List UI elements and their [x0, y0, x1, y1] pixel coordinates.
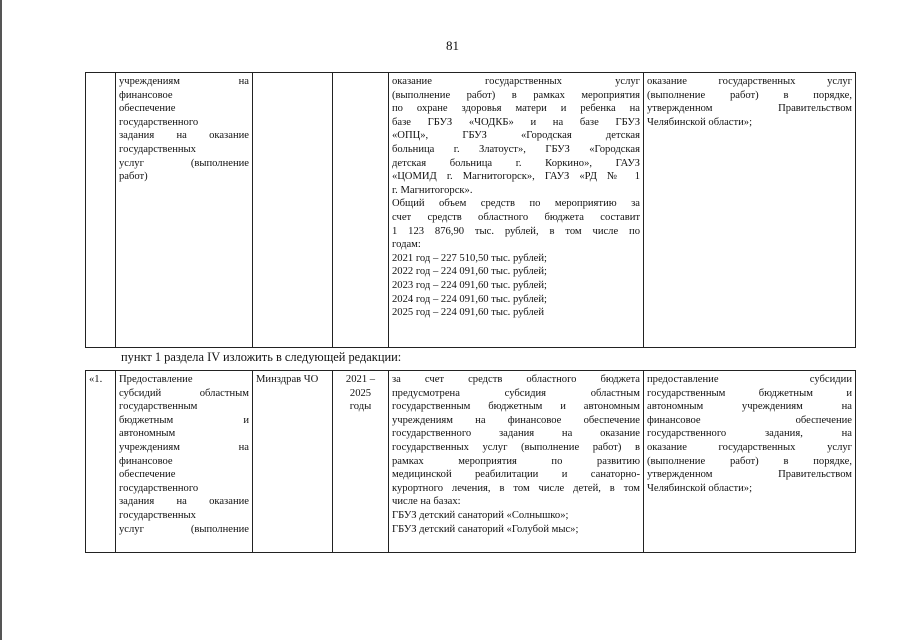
year-item: 2023 год – 224 091,60 тыс. рублей;	[392, 279, 548, 291]
cell-name: Предоставление субсидий областным государственным бюджетным и автономным учреждениям на финансовое обеспечение государственного задания на оказание государственных услуг (выполнение	[116, 371, 253, 553]
page-edge	[0, 0, 2, 640]
table-new-edition	[85, 370, 856, 553]
cell-result: оказание государственных услуг (выполнение работ) в порядке, утвержденном Правительством Челябинской области»;	[644, 73, 856, 348]
cell-executor: Минздрав ЧО	[253, 371, 333, 553]
year-item: 2024 год – 224 091,60 тыс. рублей;	[392, 293, 548, 305]
year-item: 2025 год – 224 091,60 тыс. рублей	[392, 307, 545, 319]
cell-name: учреждениям на финансовое обеспечение государственного задания на оказание государственных услуг (выполнение работ)	[116, 73, 253, 348]
year-item: 2021 год – 227 510,50 тыс. рублей;	[392, 252, 548, 264]
cell-num	[86, 73, 116, 348]
table-continuation	[85, 72, 856, 348]
cell-result: предоставление субсидии государственным бюджетным и автономным учреждениям на финансовое обеспечение государственного задания, на оказание государственных услуг (выполнение работ) в порядке, утвержденном Правительством Челябинской области»;	[644, 371, 856, 553]
cell-period	[333, 73, 389, 348]
cell-description: оказание государственных услуг (выполнение работ) в рамках мероприятия по охране здоровья матери и ребенка на базе ГБУЗ «ЧОДКБ» и на базе ГБУЗ «ОПЦ», ГБУЗ «Городская детская больница г. Златоуст», ГБУЗ «Городская детская больница г. Коркино», ГАУЗ «ЦОМИД г. Магнитогорск», ГАУЗ «РД № 1 г. Магнитогорск». Общий объем средств по мероприятию за счет средств областного бюджета составит 1 123 876,90 тыс. рублей, в том числе по годам: 2021 год – 227 510,50 тыс. рублей; 2022 год – 224 091,60 тыс. рублей; 2023 год – 224 091,60 тыс. рублей; 2024 год – 224 091,60 тыс. рублей; 2025 год – 224 091,60 тыс. рублей	[389, 73, 644, 348]
instruction-text: пункт 1 раздела IV изложить в следующей редакции:	[121, 350, 402, 364]
table-row	[86, 73, 856, 348]
cell-period: 2021 – 2025 годы	[333, 371, 389, 553]
year-list	[392, 252, 640, 320]
page-number: 81	[446, 38, 459, 53]
year-item: 2022 год – 224 091,60 тыс. рублей;	[392, 266, 548, 278]
cell-executor	[253, 73, 333, 348]
cell-num: «1.	[86, 371, 116, 553]
cell-description: за счет средств областного бюджета предусмотрена субсидия областным государственным бюджетным и автономным учреждениям на финансовое обеспечение государственного задания на оказание государственных услуг (выполнение работ) в рамках мероприятия по развитию медицинской реабилитации и санаторно- курортного лечения, в том числе детей, в том числе на базах: ГБУЗ детский санаторий «Солнышко»; ГБУЗ детский санаторий «Голубой мыс»;	[389, 371, 644, 553]
table-row	[86, 371, 856, 553]
